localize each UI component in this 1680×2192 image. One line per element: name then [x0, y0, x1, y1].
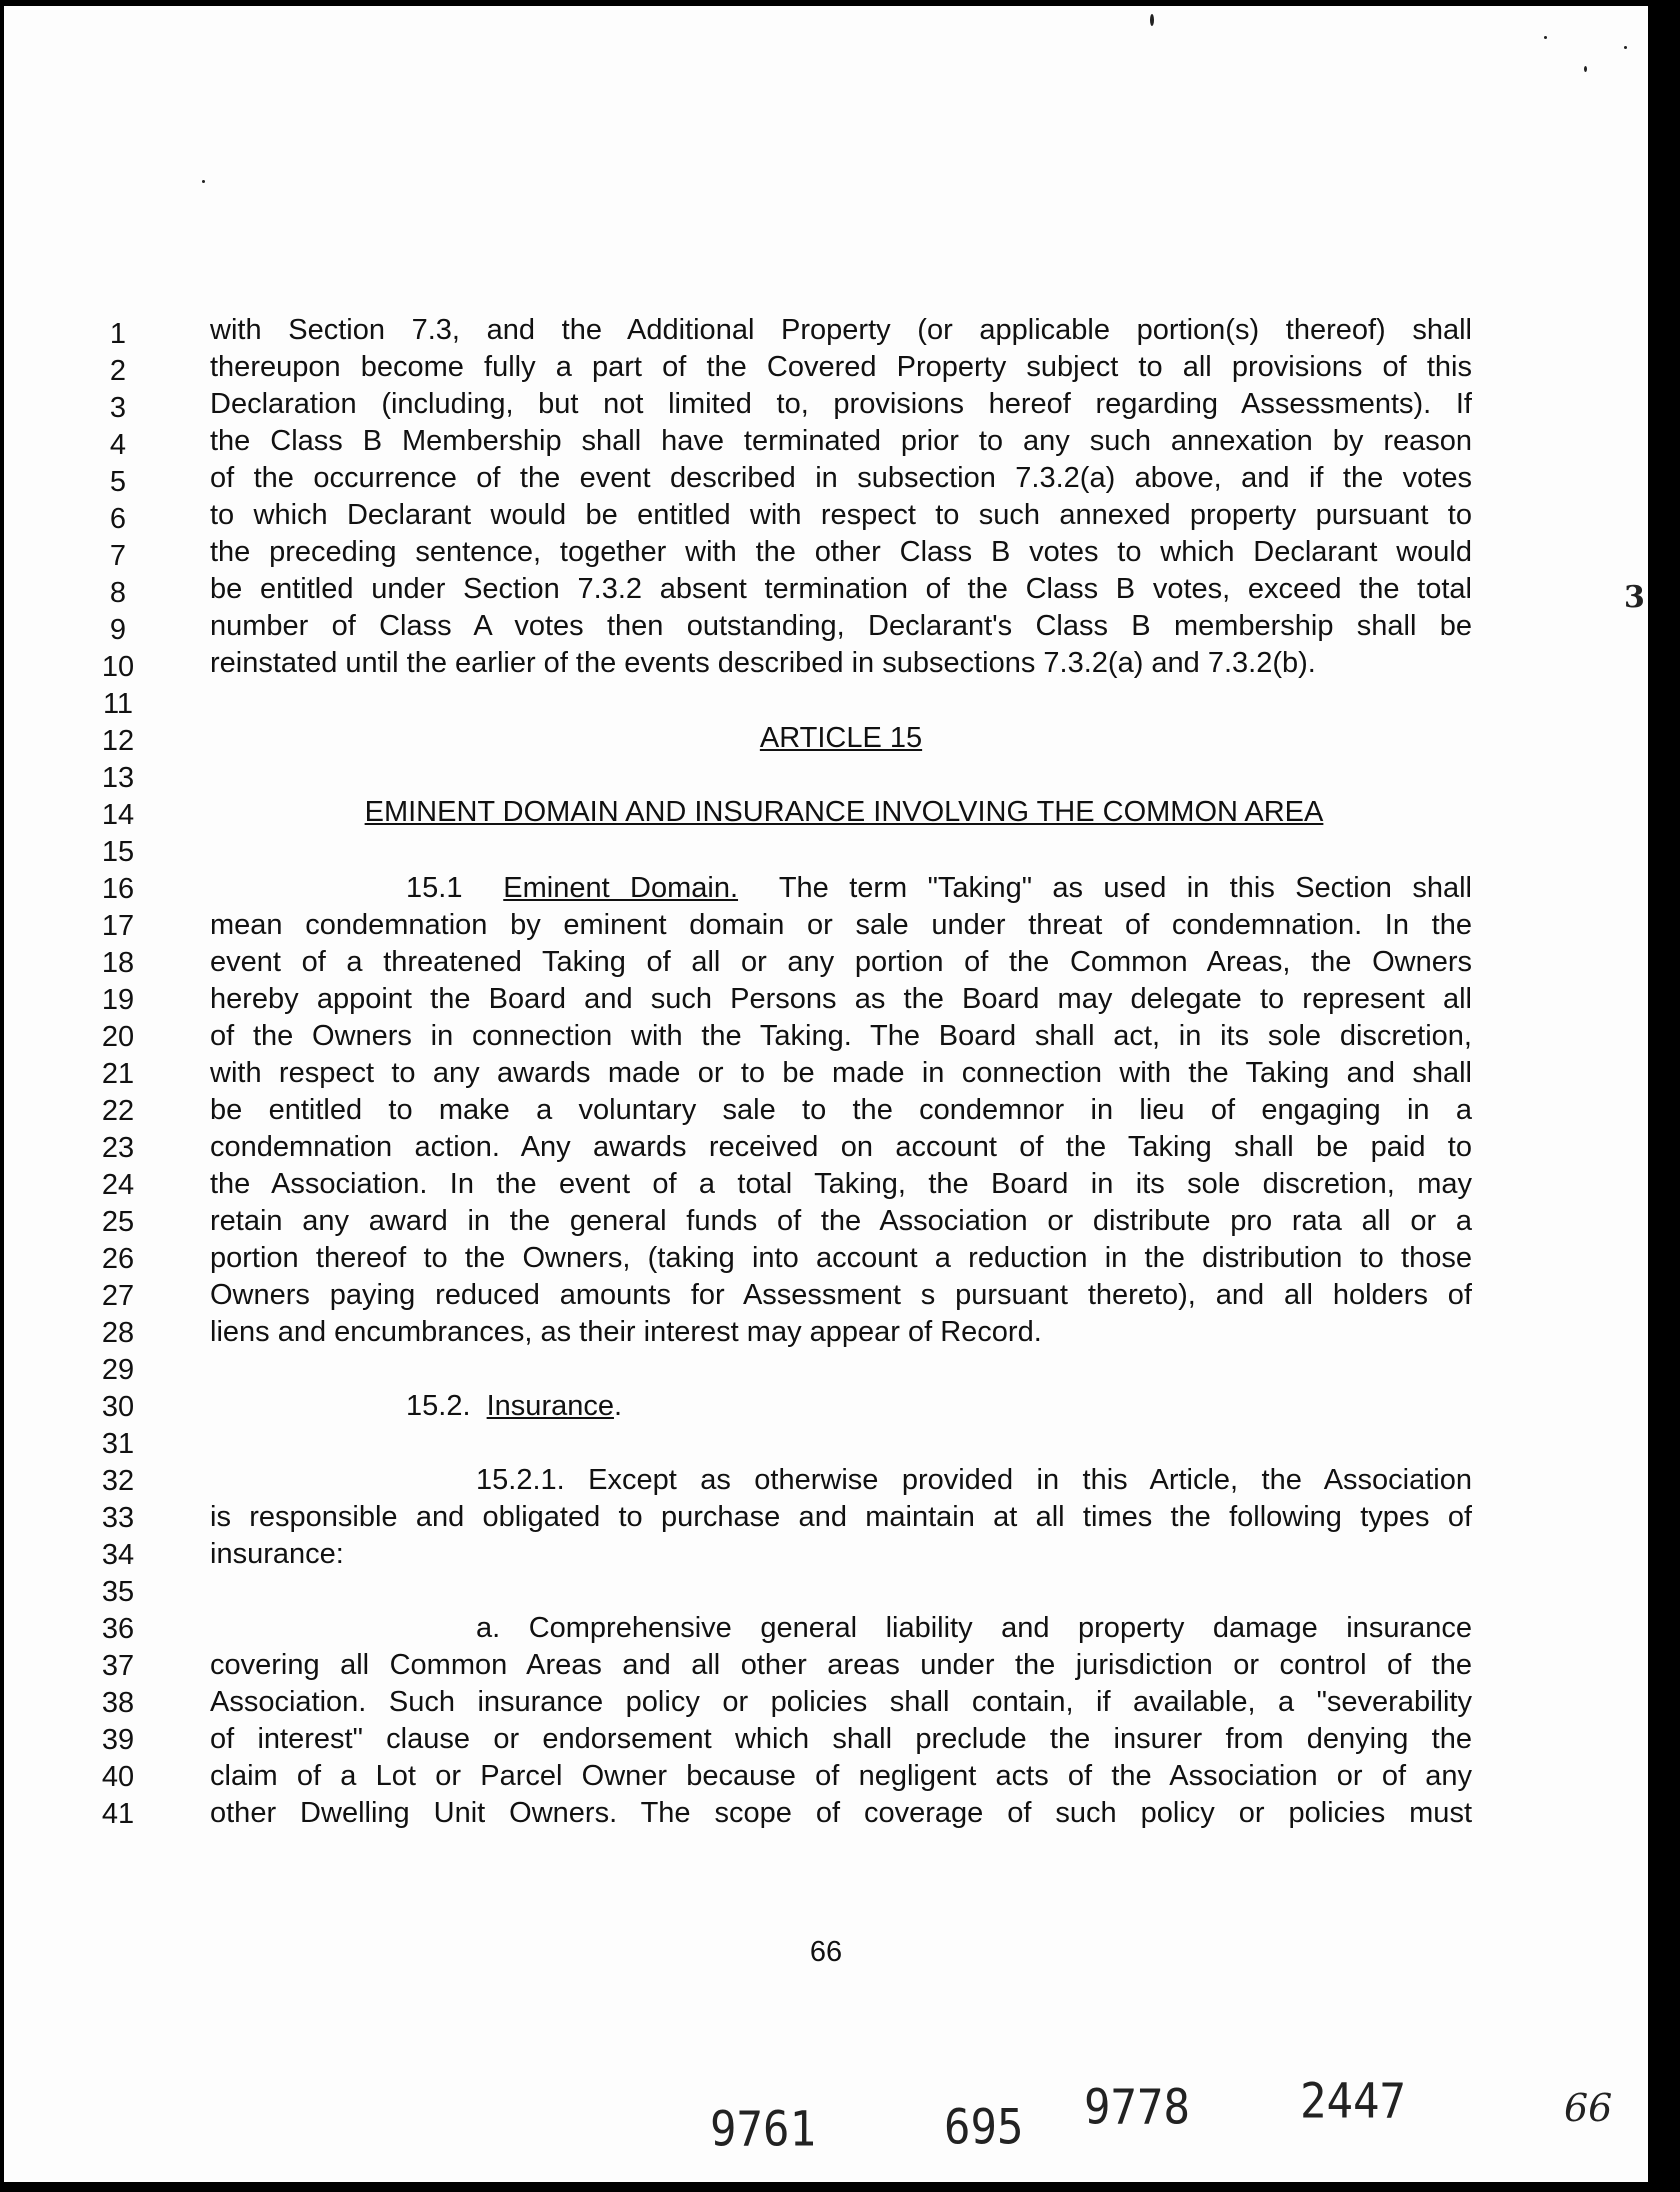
line-number: 24 — [101, 1169, 135, 1201]
text-line: a. Comprehensive general liability and property damage insurance — [476, 1612, 1472, 1644]
line-number: 35 — [101, 1576, 135, 1608]
line-number: 12 — [101, 725, 135, 757]
line-number: 5 — [109, 466, 127, 498]
text-line: 15.2.1. Except as otherwise provided in this Article, the Association — [476, 1464, 1472, 1496]
bates-number: 9761 — [710, 2101, 816, 2158]
text-line: portion thereof to the Owners, (taking into account a reduction in the distribution to those — [210, 1242, 1472, 1274]
line-number: 40 — [101, 1761, 135, 1793]
scan-speck — [1150, 14, 1154, 26]
line-number: 1 — [109, 318, 127, 350]
line-number: 19 — [101, 984, 135, 1016]
text-line: condemnation action. Any awards received on account of the Taking shall be paid to — [210, 1131, 1472, 1163]
line-number: 15 — [101, 836, 135, 868]
text-line: Association. Such insurance policy or policies shall contain, if available, a "severability — [210, 1686, 1472, 1718]
scan-speck — [1544, 36, 1547, 39]
section-title: Eminent Domain. — [503, 872, 739, 904]
article-heading: ARTICLE 15 — [759, 722, 923, 754]
text-line: the preceding sentence, together with the other Class B votes to which Declarant would — [210, 536, 1472, 568]
line-number: 26 — [101, 1243, 135, 1275]
section-number: 15.1 — [406, 872, 463, 904]
text-line: claim of a Lot or Parcel Owner because of negligent acts of the Association or of any — [210, 1760, 1472, 1792]
line-number: 13 — [101, 762, 135, 794]
line-number: 23 — [101, 1132, 135, 1164]
text-line: be entitled to make a voluntary sale to the condemnor in lieu of engaging in a — [210, 1094, 1472, 1126]
text-line: of the occurrence of the event described in subsection 7.3.2(a) above, and if the votes — [210, 462, 1472, 494]
document-page — [4, 6, 1648, 2182]
line-number: 31 — [101, 1428, 135, 1460]
line-number: 7 — [109, 540, 127, 572]
text-line: thereupon become fully a part of the Covered Property subject to all provisions of this — [210, 351, 1472, 383]
section-heading-line — [406, 870, 1472, 906]
handwritten-mark: 66 — [1564, 2086, 1613, 2130]
text-line: number of Class A votes then outstanding, Declarant's Class B membership shall be — [210, 610, 1472, 642]
line-number: 18 — [101, 947, 135, 979]
section-15-2-heading — [406, 1388, 1648, 1424]
line-number: 2 — [109, 355, 127, 387]
section-title: Insurance — [486, 1390, 614, 1422]
bates-number: 9778 — [1084, 2079, 1190, 2136]
page-number: 66 — [809, 1936, 843, 1968]
text-line: with Section 7.3, and the Additional Property (or applicable portion(s) thereof) shall — [210, 314, 1472, 346]
line-number: 27 — [101, 1280, 135, 1312]
text-line: with respect to any awards made or to be made in connection with the Taking and shall — [210, 1057, 1472, 1089]
line-number: 3 — [109, 392, 127, 424]
margin-mark: 3 — [1624, 580, 1645, 615]
line-number: 14 — [101, 799, 135, 831]
article-title: EMINENT DOMAIN AND INSURANCE INVOLVING THE COMMON AREA — [364, 796, 1324, 828]
line-number: 41 — [101, 1798, 135, 1830]
text-line: of interest" clause or endorsement which shall preclude the insurer from denying the — [210, 1723, 1472, 1755]
line-number: 20 — [101, 1021, 135, 1053]
text-line: be entitled under Section 7.3.2 absent termination of the Class B votes, exceed the total — [210, 573, 1472, 605]
text-line: other Dwelling Unit Owners. The scope of coverage of such policy or policies must — [210, 1797, 1472, 1829]
line-number: 38 — [101, 1687, 135, 1719]
line-number: 21 — [101, 1058, 135, 1090]
text-line: retain any award in the general funds of the Association or distribute pro rata all or a — [210, 1205, 1472, 1237]
line-number: 32 — [101, 1465, 135, 1497]
line-number: 17 — [101, 910, 135, 942]
scan-speck — [202, 180, 205, 183]
line-number: 9 — [109, 614, 127, 646]
line-number: 6 — [109, 503, 127, 535]
text-line: the Class B Membership shall have terminated prior to any such annexation by reason — [210, 425, 1472, 457]
bates-number: 2447 — [1300, 2073, 1406, 2130]
line-number: 34 — [101, 1539, 135, 1571]
line-number: 37 — [101, 1650, 135, 1682]
line-number: 25 — [101, 1206, 135, 1238]
text-line: the Association. In the event of a total Taking, the Board in its sole discretion, may — [210, 1168, 1472, 1200]
line-number: 36 — [101, 1613, 135, 1645]
section-title-suffix: . — [613, 1390, 623, 1422]
line-number: 16 — [101, 873, 135, 905]
text-line: insurance: — [210, 1538, 344, 1570]
text-line: covering all Common Areas and all other areas under the jurisdiction or control of the — [210, 1649, 1472, 1681]
text-line: hereby appoint the Board and such Persons as the Board may delegate to represent all — [210, 983, 1472, 1015]
line-number: 28 — [101, 1317, 135, 1349]
line-number: 33 — [101, 1502, 135, 1534]
line-number: 30 — [101, 1391, 135, 1423]
text-line: mean condemnation by eminent domain or sale under threat of condemnation. In the — [210, 909, 1472, 941]
line-number: 22 — [101, 1095, 135, 1127]
text-line: event of a threatened Taking of all or any portion of the Common Areas, the Owners — [210, 946, 1472, 978]
text-line: Declaration (including, but not limited to, provisions hereof regarding Assessments). If — [210, 388, 1472, 420]
text-line: to which Declarant would be entitled with respect to such annexed property pursuant to — [210, 499, 1472, 531]
section-number: 15.2. — [406, 1390, 471, 1422]
text-line: of the Owners in connection with the Taking. The Board shall act, in its sole discretion, — [210, 1020, 1472, 1052]
scan-speck — [1584, 66, 1587, 72]
text-line: Owners paying reduced amounts for Assessment s pursuant thereto), and all holders of — [210, 1279, 1472, 1311]
text-line: reinstated until the earlier of the events described in subsections 7.3.2(a) and 7.3.2(b). — [210, 647, 1316, 679]
section-text: The term "Taking" as used in this Section shall — [778, 872, 1472, 904]
line-number: 29 — [101, 1354, 135, 1386]
line-number: 11 — [102, 688, 134, 720]
line-number: 8 — [109, 577, 127, 609]
text-line: liens and encumbrances, as their interest may appear of Record. — [210, 1316, 1042, 1348]
scan-speck — [1624, 46, 1627, 49]
line-number: 39 — [101, 1724, 135, 1756]
line-number: 10 — [101, 651, 135, 683]
bates-number: 695 — [944, 2099, 1024, 2156]
line-number: 4 — [109, 429, 127, 461]
text-line: is responsible and obligated to purchase and maintain at all times the following types of — [210, 1501, 1472, 1533]
